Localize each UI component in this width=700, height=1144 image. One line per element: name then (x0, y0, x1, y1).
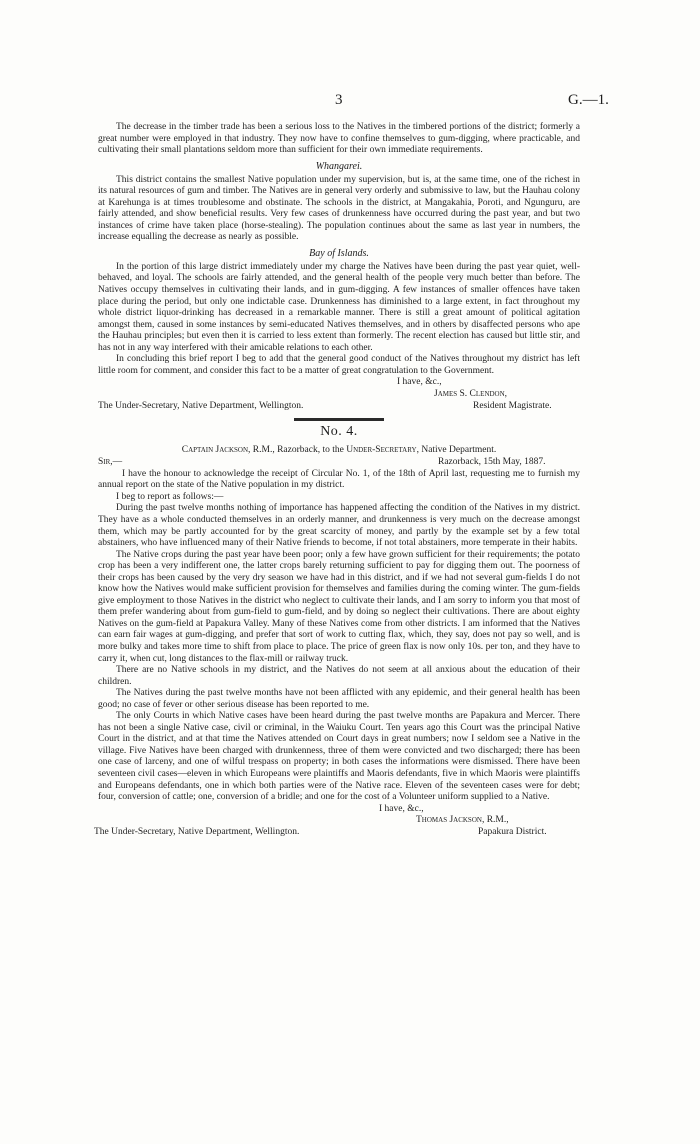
heading-bay-of-islands: Bay of Islands. (309, 247, 369, 259)
addressee4: The Under-Secretary, Native Department, Wellington. (94, 826, 300, 837)
closing4-line-2 (98, 815, 580, 827)
addressee: The Under-Secretary, Native Department, Wellington. (98, 400, 304, 411)
closing-line-1 (98, 377, 580, 389)
closing-line-3 (98, 401, 580, 413)
salutation-line (98, 457, 580, 469)
from-name: Captain Jackson, R.M., (181, 445, 275, 456)
closing4-line-3 (94, 826, 580, 839)
closing4-have: I have, &c., (379, 803, 424, 814)
signer-title: Resident Magistrate. (473, 400, 552, 411)
signer-name: James S. Clendon, (434, 388, 508, 399)
paragraph-beg: I beg to report as follows:— (116, 491, 224, 502)
place-date: Razorback, 15th May, 1887. (438, 457, 546, 468)
paragraph-timber: The decrease in the timber trade has been a serious loss to the Natives in the timbered portions of the district; formerly a great number were employed in that industry. They now have to confine themselves to gum-digging, where practicable, and cultivating their small plantations seldom more than sufficient for their own immediate requirements. (98, 122, 580, 156)
closing-line-2 (98, 389, 580, 401)
page-body (94, 122, 580, 838)
signer4-district: Papakura District. (478, 826, 547, 837)
paragraph-acknowledge: I have the honour to acknowledge the receipt of Circular No. 1, of the 18th of April last, requesting me to furnish my annual report on the state of the Native population in my district. (98, 468, 580, 491)
heading-whangarei: Whangarei. (315, 160, 363, 172)
paragraph-courts: The only Courts in which Native cases have been heard during the past twelve months are Papakura and Mercer. There has not been a single Native case, civil or criminal, in the Waiuku Court. Ten years ago this Court was the principal Native Court in the district, and at that time the Natives attended on Court days in great numbers; now I seldom see a Native in the village. Five Natives have been charged with drunkenness, three of them were convicted and two discharged; there has been one case of larceny, and one of wilful trespass on property; in both cases the informations were dismissed. There have been seventeen civil cases—eleven in which Europeans were plaintiffs and Maoris defendants, five in which Maoris were plaintiffs and Europeans defendants, one in which both parties were of the Native race. Eleven of the seventeen cases were for debt; four, conversion of cattle; one, conversion of a bridle; and one for the cost of a Volunteer uniform supplied to a Native. (98, 711, 580, 803)
closing-have: I have, &c., (397, 377, 442, 388)
paragraph-health: The Natives during the past twelve months have not been afflicted with any epidemic, and their general health has been good; no case of fever or other serious disease has been reported to me. (98, 688, 580, 710)
paragraph-schools: There are no Native schools in my district, and the Natives do not seem at all anxious about the education of their children. (98, 665, 580, 687)
salutation: Sir,— (98, 457, 123, 468)
paragraph-concluding: In concluding this brief report I beg to add that the general good conduct of the Natives throughout my district has left little room for comment, and consider this fact to be a matter of great congratulation to the Government. (98, 354, 580, 376)
paragraph-conduct: During the past twelve months nothing of importance has happened affecting the condition of the Natives in my district. They have as a whole conducted themselves in an orderly manner, and drunkenness is very much on the decrease amongst them, which may be partly accounted for by the great scarcity of money, and partly by the example set by a few total abstainers, who have influenced many of their Native friends to become, if not total abstainers, more temperate in their habits. (98, 503, 580, 549)
letter-number: No. 4. (320, 424, 358, 440)
to-dept: Native Department. (418, 445, 497, 456)
page-number: 3 (335, 92, 343, 108)
document-reference: G.—1. (568, 92, 609, 108)
paragraph-bay-of-islands: In the portion of this large district immediately under my charge the Natives have been during the past year quiet, well-behaved, and loyal. The schools are fairly attended, and the general health of the people very much better than before. The Natives occupy themselves in cultivating their lands, and in gum-digging. A few instances of smaller offences have taken place during the period, but only one indictable case. Drunkenness has diminished to a large extent, in fact throughout my whole district liquor-drinking has decreased in a remarkable manner. There is still a great amount of political agitation amongst them, caused in some instances by semi-educated Natives themselves, and in others by disaffected persons who ape the Hauhau principles; but even then it is carried to less extent than formerly. The recent election has caused but little stir, and has not in any way interfered with their amicable relations to each other. (98, 261, 580, 353)
paragraph-crops: The Native crops during the past year have been poor; only a few have grown sufficient for their requirements; the potato crop has been a very indifferent one, the latter crops barely returning sufficient to pay for digging them out. The poorness of their crops has been caused by the very dry season we have had in this district, and if we had not several gum-fields I do not know how the Natives would make sufficient provision for themselves and families during the coming winter. The gum-fields give employment to those Natives in the district who neglect to cultivate their lands, and I am sorry to inform you that most of them prefer wandering about from gum-field to gum-field, and by doing so neglect their cultivations. There are about eighty Natives on the gum-field at Papakura Valley. Many of these Natives come from other districts. I am informed that the Natives can earn fair wages at gum-digging, and prefer that sort of work to cutting flax, which, they say, does not pay so well, and is more bulky and takes more time to shift from place to place. The price of green flax is now only 10s. per ton, and they have to carry it, when cut, long distances to the flax-mill or railway truck. (98, 549, 580, 664)
page-header (0, 92, 700, 112)
signer4-name: Thomas Jackson, R.M., (416, 815, 509, 826)
to-name: Under-Secretary, (346, 445, 419, 456)
paragraph-whangarei: This district contains the smallest Native population under my supervision, but is, at the same time, one of the richest in its natural resources of gum and timber. The Natives are in general very orderly and submissive to law, but the Hauhau colony at Karehunga is at times troublesome and obstinate. The schools in the district, at Mangakahia, Poroti, and Ngunguru, are fairly attended, and show beneficial results. Very few cases of drunkenness have occurred during the past year, and but two instances of crime have taken place (horse-stealing). The population continues about the same as last year in numbers, the increase equalling the decrease as nearly as possible. (98, 174, 580, 243)
section-divider (294, 418, 384, 421)
letter-address-line (98, 444, 580, 456)
closing4-line-1 (98, 804, 580, 816)
from-mid: Razorback, to the (274, 445, 347, 456)
